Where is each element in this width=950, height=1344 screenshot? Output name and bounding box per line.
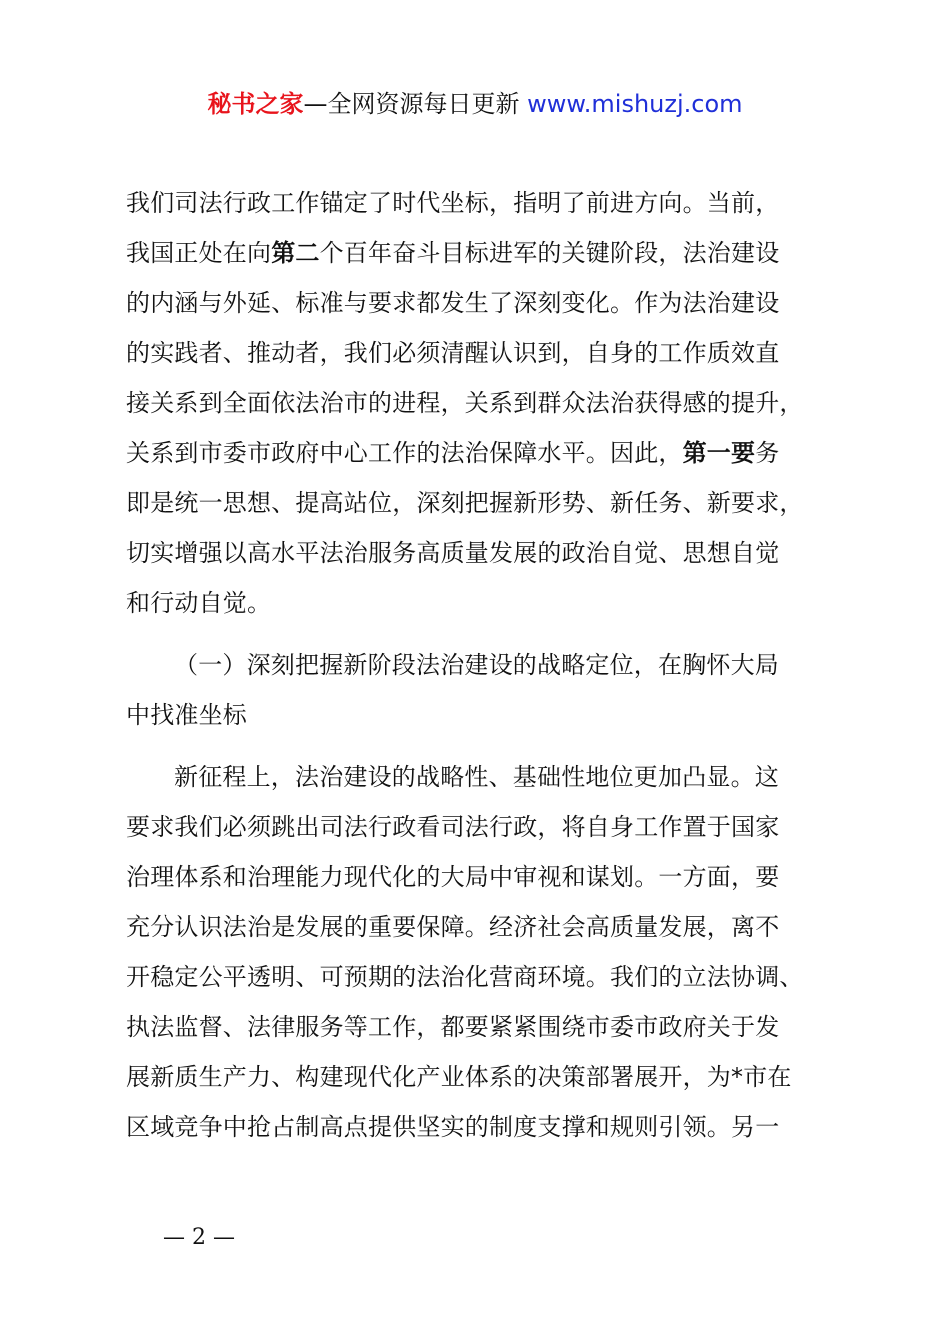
text-line: 新征程上，法治建设的战略性、基础性地位更加凸显。这 [174, 763, 779, 791]
text-line: 我们司法行政工作锚定了时代坐标，指明了前进方向。当前， [126, 189, 780, 217]
text-line: 充分认识法治是发展的重要保障。经济社会高质量发展，离不 [126, 913, 780, 941]
page-header [0, 86, 950, 122]
text-line: 和行动自觉。 [126, 589, 272, 617]
brand-name: 秘书之家 [207, 90, 304, 118]
section-heading [126, 640, 846, 740]
paragraph-spacer [126, 628, 846, 640]
text-line: 展新质生产力、构建现代化产业体系的决策部署展开，为*市在 [126, 1063, 792, 1091]
text-line: 的内涵与外延、标准与要求都发生了深刻变化。作为法治建设 [126, 289, 780, 317]
paragraph-2 [126, 752, 846, 1152]
text-line: 切实增强以高水平法治服务高质量发展的政治自觉、思想自觉 [126, 539, 780, 567]
text-segment: 关系到市委市政府中心工作的法治保障水平。因此， [126, 439, 683, 467]
text-line [126, 228, 846, 278]
document-body [126, 178, 846, 1152]
text-segment: 我国正处在向 [126, 239, 272, 267]
text-line [126, 428, 846, 478]
heading-line: （一）深刻把握新阶段法治建设的战略定位，在胸怀大局 [174, 651, 779, 679]
paragraph-spacer [126, 740, 846, 752]
text-segment: 务 [755, 439, 780, 467]
text-line: 治理体系和治理能力现代化的大局中审视和谋划。一方面，要 [126, 863, 780, 891]
header-tagline: —全网资源每日更新 [303, 90, 528, 118]
text-line: 接关系到全面依法治市的进程，关系到群众法治获得感的提升， [126, 389, 804, 417]
paragraph-1 [126, 178, 846, 628]
text-line: 即是统一思想、提高站位，深刻把握新形势、新任务、新要求， [126, 489, 804, 517]
text-segment: 个百年奋斗目标进军的关键阶段，法治建设 [319, 239, 780, 267]
header-url[interactable]: www.mishuzj.com [527, 90, 743, 118]
text-line: 执法监督、法律服务等工作，都要紧紧围绕市委市政府关于发 [126, 1013, 780, 1041]
text-line: 区域竞争中抢占制高点提供坚实的制度支撑和规则引领。另一 [126, 1113, 780, 1141]
emphasis-text: 第二 [271, 239, 320, 267]
emphasis-text: 第一要 [682, 439, 756, 467]
text-line: 要求我们必须跳出司法行政看司法行政，将自身工作置于国家 [126, 813, 780, 841]
text-line: 的实践者、推动者，我们必须清醒认识到，自身的工作质效直 [126, 339, 780, 367]
heading-line: 中找准坐标 [126, 701, 247, 729]
text-line: 开稳定公平透明、可预期的法治化营商环境。我们的立法协调、 [126, 963, 804, 991]
page-number: — 2 — [163, 1225, 235, 1250]
